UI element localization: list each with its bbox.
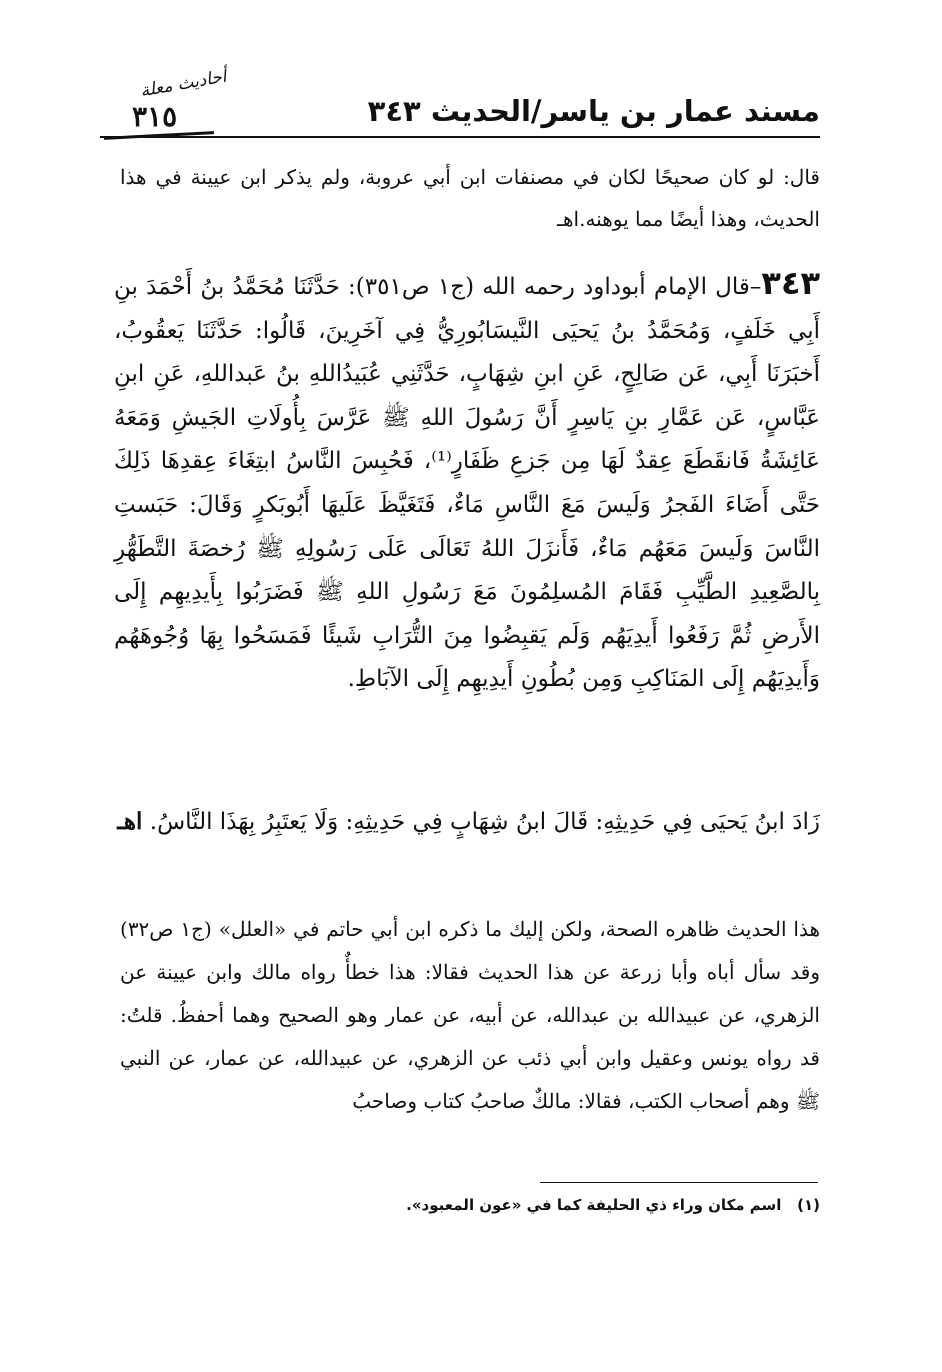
header-title: مسند عمار بن ياسر/الحديث ٣٤٣ xyxy=(367,94,820,128)
hadith-paragraph xyxy=(114,262,820,702)
running-header xyxy=(100,66,820,148)
commentary-paragraph: هذا الحديث ظاهره الصحة، ولكن إليك ما ذكره ابن أبي حاتم في «العلل» (ج١ ص٣٢) وقد سأل أباه وأبا زرعة عن هذا الحديث فقالا: هذا خطأٌ رواه مالك وابن عيينة عن الزهري، عن عبيدالله بن عبدالله، عن أبيه، عن عمار وهو الصحيح وهما أحفظُ. قلتُ: قد رواه يونس وعقيل وابن أبي ذئب عن الزهري، عن عبيدالله، عن عمار، عن النبي ﷺ وهم أصحاب الكتب، فقالا: مالكٌ صاحبُ كتاب وصاحبُ xyxy=(120,917,820,1113)
hadith-addendum xyxy=(114,800,820,844)
end-mark: اهـ xyxy=(117,808,143,835)
page-number: ٣١٥ xyxy=(132,100,178,133)
hadith-number: ٣٤٣ xyxy=(761,264,820,302)
footnote-rule xyxy=(540,1182,818,1183)
footnote xyxy=(120,1196,820,1214)
intro-paragraph: قال: لو كان صحيحًا لكان في مصنفات ابن أبي عروبة، ولم يذكر ابن عيينة في هذا الحديث، وهذا أيضًا مما يوهنه.اهـ xyxy=(120,165,820,231)
footnote-text: اسم مكان وراء ذي الحليفة كما في «عون المعبود». xyxy=(406,1196,782,1214)
addendum-text: زَادَ ابنُ يَحيَى فِي حَدِيثِهِ: قَالَ ابنُ شِهَابٍ فِي حَدِيثِهِ: وَلَا يَعتَبِرُ بِهَذَا النَّاسُ. xyxy=(149,809,820,835)
footnote-marker: (١) xyxy=(797,1196,820,1214)
handwritten-annotation: أحاديث معلة xyxy=(138,66,228,102)
hadith-text: –قال الإمام أبوداود رحمه الله (ج١ ص٣٥١): حَدَّثَنَا مُحَمَّدُ بنُ أَحْمَدَ بنِ أَبِي خَلَفٍ، وَمُحَمَّدُ بنُ يَحيَى النَّيسَابُورِيُّ فِي آخَرِينَ، قَالُوا: حَدَّثَنَا يَعقُوبُ، أَخبَرَنَا أَبِي، عَن صَالِحٍ، عَنِ ابنِ شِهَابٍ، حَدَّثَنِي عُبَيدُاللهِ بنُ عَبداللهِ، عَنِ ابنِ عَبَّاسٍ، عَن عَمَّارِ بنِ يَاسِرٍ أَنَّ رَسُولَ اللهِ ﷺ عَرَّسَ بِأُولَاتِ الجَيشِ وَمَعَهُ عَائِشَةُ فَانقَطَعَ عِقدٌ لَهَا مِن جَزعِ ظَفَارٍ⁽¹⁾، فَحُبِسَ النَّاسُ ابتِغَاءَ عِقدِهَا ذَلِكَ حَتَّى أَضَاءَ الفَجرُ وَلَيسَ مَعَ النَّاسِ مَاءٌ، فَتَغَيَّظَ عَلَيهَا أَبُوبَكرٍ وَقَالَ: حَبَستِ النَّاسَ وَلَيسَ مَعَهُم مَاءٌ، فَأَنزَلَ اللهُ تَعَالَى عَلَى رَسُولِهِ ﷺ رُخصَةَ التَّطَهُّرِ بِالصَّعِيدِ الطَّيِّبِ فَقَامَ المُسلِمُونَ مَعَ رَسُولِ اللهِ ﷺ فَضَرَبُوا بِأَيدِيهِم إِلَى الأَرضِ ثُمَّ رَفَعُوا أَيدِيَهُم وَلَم يَقبِضُوا مِنَ التُّرَابِ شَيئًا فَمَسَحُوا بِهَا وُجُوهَهُم وَأَيدِيَهُم إِلَى المَنَاكِبِ وَمِن بُطُونِ أَيدِيهِم إِلَى الآبَاطِ. xyxy=(114,274,820,693)
header-rule xyxy=(100,136,820,138)
